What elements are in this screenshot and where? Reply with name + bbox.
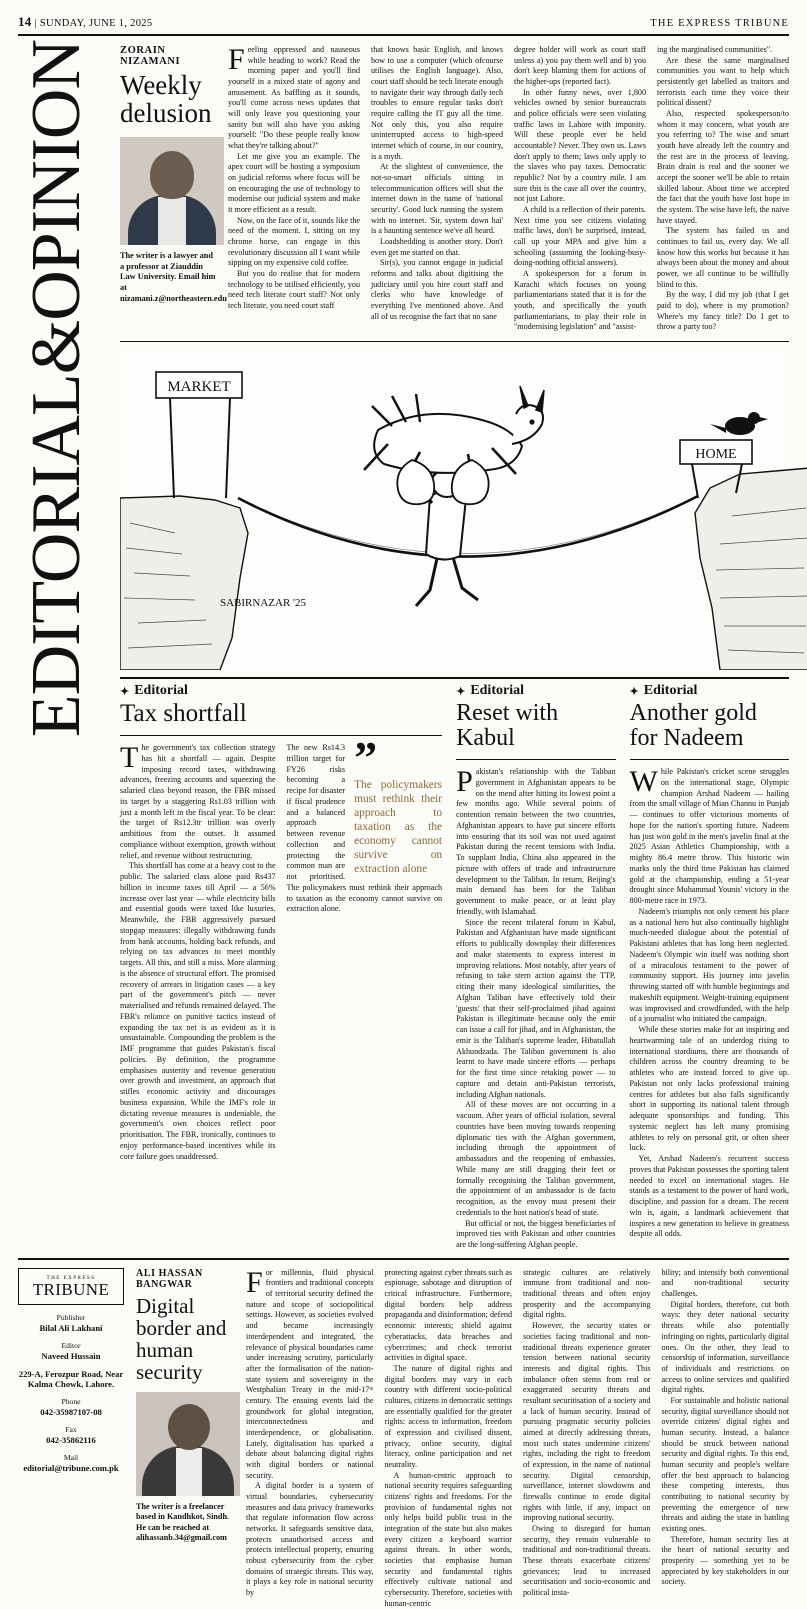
bottom-section [18,1265,789,1609]
imprint-address: 229-A, Ferozpur Road, Near Kalma Chowk, Lahore. [18,1368,124,1389]
top-opinion-col-3 [514,45,646,333]
dropcap-t: T [120,741,139,775]
paragraph: A child is a reflection of their parents. Next time you see citizens violating traffic laws, don't be surprised, instead, call up your MPA and give him a schooling (assuming the looking-busy-doing-nothing official answers). [514,205,646,268]
paragraph: The nature of digital rights and digital borders may vary in each country with different socio-political cultures, citizens in democratic settings are essentially qualified for the greater rights: access to information, freedom of expression and civilised dissent, privacy, online security, digital literacy, online participation and net neutrality. [384,1363,512,1469]
author-photo [120,137,224,245]
paragraph: Now, on the face of it, sounds like the need of the moment. I, sitting on my chrome horse, can engage in this revolutionary discussion all I want while sipping on my expensive cold coffee. [228,215,360,268]
editorial-headline: Tax shortfall [120,700,247,728]
publication-name: THE EXPRESS TRIBUNE [650,18,789,29]
paragraph: Owing to disregard for human security, they remain vulnerable to traditional and non-traditional threats. These threats exacerbate citizens' grievances; lead to increased securitisation and socio-economic and political insta- [523,1523,651,1597]
paragraph: degree holder will work as court staff unless a) you pay them well and b) you don't keep blaming them for actions of the higher-ups (reported fact). [514,45,646,87]
paragraph: Loadshedding is another story. Don't even get me started on that. [371,237,503,257]
editorial-bullet-icon: ✦ [629,685,639,698]
editorial-cartoon [18,348,789,670]
paragraph: bility; and intensify both conventional and non-traditional security challenges. [661,1267,789,1299]
editorial-headline: Reset with Kabul [456,700,559,752]
top-opinion-col-1 [228,45,360,333]
dropcap-f: F [228,43,245,76]
paragraph: Digital borders, therefore, cut both ways: they deter national security threats while also potentially infringing on rights, particularly digital ones. On the other, they lead to censorship of information, surveillance of individuals and restrictions on access to online services and qualified digital rights. [661,1299,789,1395]
divider [120,677,789,679]
pull-quote [354,732,443,876]
tribune-logo [18,1268,124,1305]
divider [120,735,442,736]
masthead [18,14,789,36]
masthead-left [18,14,152,30]
dropcap-f: F [246,1265,263,1299]
paragraph: Are these the same marginalised communities you want to help which persistently get labelled as traitors and terrorists each time they voice their political dissent? [657,55,789,108]
imprint-label: Publisher [56,1312,86,1322]
pull-quote-text: The policymakers must rethink their approach to taxation as the economy cannot survive on extraction alone [354,779,443,875]
editorial-bullet-icon: ✦ [120,685,130,698]
bottom-opinion-col-2 [385,1268,513,1609]
paragraph: hile Pakistan's cricket scene struggles on the international stage, Olympic champion Arshad Nadeem — hailing from the small village of Mian Channu in Punjab — continues to offer victorious moments of hope for the nation's sporting future. Nadeem has just won gold in the men's javelin final at the 2025 Asian Athletics Championship, with a mighty 86.4 metre throw. This historic win marks only the third time Pakistan has claimed gold at the championship, ending a 51-year drought since Muhammad Younis' victory in the 800-metre race in 1973. [629,767,789,906]
logo-top-text: THE EXPRESS [46,1274,96,1281]
section-title [0,40,116,1130]
donkey [364,386,544,488]
imprint-value: Bilal Ali Lakhani [39,1322,103,1333]
divider [120,341,789,342]
paragraph: The system has failed us and continues to fail us, every day. We all know how this works but because it has always been about the money and about power, we all continue to be willfully blind to this. [657,226,789,289]
editorial-tax-shortfall [120,683,442,1251]
paragraph: A digital border is a system of virtual boundaries, cybersecurity measures and data privacy frameworks that regulate information flow across networks. It safeguards sensitive data, protects unauthorised access and protects intellectual property, ensuring robust cybersecurity from the cyber domains of strategic threats. This way, it plays a key role in national security by [246,1481,374,1597]
divider [456,759,615,760]
page-number: 14 [18,14,32,29]
imprint-label: Editor [61,1340,81,1350]
paragraph: eeling oppressed and nauseous while heading to work? Read the morning paper and you'll find yourself in a mixed state of agony and amusement. As baffling as it sounds, you'll come across news updates that will only leave you questioning your sanity but will also have you asking yourself: "Do these people really know what they're talking about?" [228,45,360,151]
top-opinion-col-2 [371,45,503,333]
bottom-opinion-author-note: The writer is a freelancer based in Kandhkot, Sindh. He can be reached at alihassanb.34@gmail.com [136,1501,230,1543]
paragraph: All of these moves are not occurring in a vacuum. After years of official isolation, several countries have been moving towards reopening diplomatic ties with the Afghan government, including through the appointment of ambassadors and the reopening of embassies. While many are still dragging their feet or formally recognising the Taliban government, the appointment of an ambassador is de facto recognition, as the envoy must present their credentials to the host nation's head of state. [456,1100,616,1217]
paragraph: Nadeem's triumphs not only cement his place as a national hero but also continually highlight much-needed dialogue about the potential of Pakistani athletes that has long been neglected. Nadeem's Olympic win itself was nothing short of a miraculous testament to the power of community support. His journey into javelin throwing started off with humble beginnings and makeshift equipment. Weight-training equipment was improvised and crowdfunded, with the help of a journalist who initiated the campaign. [629,906,789,1024]
editorial-kicker-label: Editorial [134,683,188,699]
editorial-col-2 [286,732,443,1162]
paragraph: he government's tax collection strategy has hit a shortfall — again. Despite imposing record taxes, withdrawing advances, freezing accounts and squeezing the salaried class beyond reason, the FBR missed its target by a staggering Rs1.03 trillion with just a month left in the fiscal year. To be clear: the target of Rs12.3tr trillion was overly ambitious from the outset. It assumed compliance without exemption, growth without relief, and revenue without restructuring. [120,743,276,860]
editorial-reset-with-kabul [456,683,615,1251]
imprint-label: Mail [63,1452,79,1462]
divider [18,1258,789,1260]
section-title-text: EDITORIAL&OPINION [18,40,95,738]
issue-date: SUNDAY, JUNE 1, 2025 [39,18,153,29]
paragraph: akistan's relationship with the Taliban government in Afghanistan appears to be on the mend after hitting its lowest point a few months ago. While several points of contention remain between the two countries, Afghanistan appears to have put sincere efforts into ensuring that its soil was not used against Pakistan during the recent tensions with India. To supplant India, China also appeared in the picture with offers of trade and infrastructure development to the Taliban. In return, Beijing's main demand has been for the Taliban government to make peace, or at least play friendly, with Islamabad. [456,767,616,916]
top-opinion-body [228,45,789,333]
imprint-entry [18,1453,124,1473]
paragraph: or millennia, fluid physical frontiers and traditional concepts of territorial security defined the nature and scope of sociopolitical settings. However, as societies evolved and became increasingly interdependent and integrated, the relevance of physical boundaries came under increasing scrutiny, particularly after the formalisation of the nation-state system and sovereignty in the Westphalian Treaty in the mid-17ᵗʰ century. The ensuing events laid the groundwork for global integration, interconnectedness and interdependence, or globalisation. Lately, digitalisation has sparked a debate about balancing digital rights with digital borders or national security. [246,1267,374,1480]
top-opinion-col-4 [657,45,789,333]
editorial-bullet-icon: ✦ [456,685,466,698]
editorial-kicker [630,683,789,699]
editorial-col-1 [120,743,276,1162]
editorials-section [18,683,789,1251]
masthead-separator: | [34,18,37,29]
bottom-opinion-byline: ALI HASSAN BANGWAR [136,1267,203,1290]
top-opinion-title: Weekly delusion [120,70,212,128]
dropcap-p: P [456,765,473,799]
paragraph: The new Rs14.3 trillion target for FY26 risks becoming a recipe for disaster if fiscal prudence and a balanced approach between revenue collection and protecting the common man are not prioritised. The policymakers must rethink their approach to taxation as the economy cannot survive on extraction alone. [286,743,443,914]
bird [710,412,768,435]
cartoon-signature: SABIRNAZAR '25 [220,597,307,610]
paragraph: Let me give you an example. The apex court will be hosting a symposium on judicial reforms where focus will be on encouraging the use of technology to modernise our judicial system and make it more efficient as a result. [228,151,360,215]
editorial-kicker [120,683,442,699]
editorial-body [630,767,789,1240]
paragraph: At the slightest of convenience, the not-so-smart officials sitting in telecommunication offices will shut the internet down in the name of 'national security'. Good luck running the system with no internet. 'Sir, system down hai' is a haunting sentence we've all heard. [371,162,503,236]
imprint-entry [18,1341,124,1361]
paragraph: A spokesperson for a forum in Karachi which focuses on young parliamentarians stated that it is for the youth, and specifically the youth parliamentarians, to play their role in "modernising legislation" and "assist- [514,269,646,332]
editorial-headline: Another gold for Nadeem [629,700,757,752]
paragraph: This shortfall has come at a heavy cost to the public. The salaried class alone paid Rs437 billion in income taxes till April — a 56% increase over last year — while electricity bills and essential goods were taxed like luxuries. Meanwhile, the FBR aggressively pursued stopgap measures: illegally withdrawing funds from bank accounts, holding back refunds, and relying on tax advances to meet monthly targets. All this, and still a miss. More alarming is the absence of structural effort. The promised recovery of arrears in litigation cases — a key part of the government's pitch — never materialised and refunds remained delayed. The FBR's reliance on punitive tactics instead of expanding the tax net is as evident as it is unsustainable. Compounding the problem is the IMF programme that guides Pakistan's fiscal policies. By definition, the programme emphasises austerity and revenue generation over growth and investment, an approach that stifles economic activity and discourages business expansion. While the IMF's role in dictating revenue measures is undeniable, the government's own choices reflect poor prioritisation. The FBR, ironically, continues to enjoy performance-based incentives while its core failure goes unaddressed. [120,861,276,1161]
paragraph: Also, respected spokesperson/to whom it may concern, what youth are you referring to? The wise and smart youth have already left the country and the rest are in the process of leaving. Brain drain is real and the sooner we accept the sooner we'll be able to retain skilled labour. About time we accepted the fact that the youth have lost hope in the system. The wise have left, the naive have stayed. [657,109,789,225]
paragraph: Sir(s), you cannot engage in judicial reforms and talks about digitising the judiciary until you hire court staff and clerks who have knowledge of everything I've mentioned above. And all of us recognise the fact that no sane [371,258,503,321]
imprint-value: Naveed Hussain [41,1350,101,1361]
bottom-opinion-title: Digital border and human security [136,1293,227,1384]
top-opinion-author-column [120,45,228,333]
imprint-value: 042-35987107-08 [40,1406,102,1417]
paragraph: While these stories make for an inspiring and heartwarming tale of an underdog rising to international stardiums, there are thousands of children across the country dreaming to be athletes who are instead forced to give up. Pakistan not only lacks professional training centres for athletes but also falls significantly short in supporting its national talent through adequate sponsorships and funding. This systemic neglect has left many promising athletes to rely on personal grit, or often sheer luck. [629,1025,789,1153]
imprint-label: Fax [65,1424,77,1434]
paragraph: For sustainable and holistic national security, digital surveillance should not override citizens' digital rights and human security. Instead, a balance should be struck between national security and digital rights. To this end, human security and people's welfare offer the best approach to balancing these competing interests, thus contributing to national security by preventing the emergence of new threats and aiding the state in battling existing ones. [661,1395,789,1533]
paragraph: Yet, Arshad Nadeem's recurrent success proves that Pakistan possesses the sporting talent needed to excel on international stages. He stands as a testament to the power of hard work, discipline, and passion for a dream. The recent win is, again, a landmark achievement that inspires a new generation to believe in greatness despite all odds. [629,1154,789,1239]
paragraph: But you do realise that for modern technology to be utilised efficiently, you need tech literate court staff? Not only tech literate, you need court staff [228,269,360,311]
dropcap-w: W [629,765,658,799]
paragraph: However, the security states or societies facing traditional and non-traditional threats experience greater tension between national security interests and digital rights. This imbalance often stems from real or exaggerated security threats and resultant securitisation of a society and a lack of human security. Instead of pursuing pragmatic security policies aimed at directly addressing threats, most such states undermine citizens' rights, including the right to freedom of expression, in the name of national security. Digital censorship, surveillance, internet slowdowns and firewalls continue to erode digital rights with little, if any, impact on improving national security. [523,1321,651,1523]
imprint-box [18,1268,136,1609]
paragraph: Since the recent trilateral forum in Kabul, Pakistan and Afghanistan have made significant efforts to publically downplay their differences and make statements to express interest in improving relations. Most notably, after years of refusing to take stern action against the TTP, citing their many ideological similarities, the Afghan Taliban have effectively told their 'guests' that their self-proclaimed jihad against Pakistan is illegitimate because only the emir can issue a call for jihad, and in Afghanistan, the emir is the Taliban's supreme leader, Hibatullah Akhundzada. The Taliban government is also learnt to have made sincere efforts — perhaps for the first time since retaking power — to capture and detain anti-Pakistan terrorists, including Afghan nationals. [456,917,616,1099]
bottom-author-photo [136,1392,240,1496]
quote-icon: ” [354,732,378,784]
paragraph: But official or not, the biggest beneficiaries of improved ties with Pakistan and other countries are the long-suffering Afghan people. [456,1218,616,1250]
imprint-value: 042-35862116 [46,1434,96,1445]
top-opinion-article [18,45,789,333]
imprint-email[interactable]: editorial@tribune.com.pk [23,1462,119,1473]
logo-main-text: TRIBUNE [32,1279,110,1299]
bottom-opinion-col-4 [662,1268,790,1609]
paragraph: By the way, I did my job (that I get paid to do), where is my promotion? Where's my fancy title? Do I get to throw a party too? [657,290,789,332]
top-opinion-byline: ZORAIN NIZAMANI [120,45,181,67]
bottom-opinion-body [246,1265,789,1609]
market-sign [156,372,242,498]
bottom-opinion-author-column [136,1268,246,1609]
imprint-entry [18,1425,124,1445]
editorial-another-gold-for-nadeem [630,683,789,1251]
svg-text:HOME: HOME [695,447,737,463]
divider [630,759,789,760]
editorial-kicker [456,683,615,699]
editorial-kicker-label: Editorial [643,683,698,699]
paragraph: that knows basic English, and knows how to use a computer (which ofcourse utilises the English language). Also, court staff should be tech literate enough to navigate their way through daily tech troubles to ensure regular tasks don't require calling the IT guy all the time. Not only this, you also require uninterrupted access to high-speed internet which of course, in our country, is a myth. [371,45,504,161]
editorial-body [456,767,615,1251]
top-opinion-author-note: The writer is a lawyer and a professor at Ziauddin Law University. Email him at nizamani.z@northeastern.edu [120,251,227,303]
bottom-opinion-col-1 [246,1265,374,1609]
paragraph: protecting against cyber threats such as espionage, sabotage and disruption of critical infrastructure. Furthermore, digital borders help address propaganda and disinformation; defend economic interests; shield against cyberattacks, data breaches and cybercrimes; and check terrorist activities in digital space. [384,1267,512,1363]
paragraph: In other funny news, over 1,800 vehicles owned by senior bureaucrats and police officials were seen violating traffic laws in Lahore with impunity. Will these people ever be held accountable? Never. They own us. Laws don't apply to them; laws only apply to the slaves who pay taxes. Democratic republic? Not by a country mile. I am sure this is the case all over the country, not just Lahore. [514,87,646,204]
paragraph: strategic cultures are relatively immune from traditional and non-traditional threats and often enjoy prosperity and the accompanying digital rights. [523,1267,651,1320]
imprint-entry [18,1397,124,1417]
paragraph: A human-centric approach to national security requires safeguarding citizens' rights and freedoms. For the provision of fundamental rights not only helps build public trust in the integration of the state but also makes every citizen a keyboard warrior against threats. In other words, societies that emphasise human security and fundamental rights effectively cultivate national and cybersecurity. Therefore, societies with human-centric [384,1470,512,1608]
svg-text:MARKET: MARKET [167,379,231,396]
imprint-entry [18,1313,124,1333]
imprint-label: Phone [61,1396,81,1406]
imprint-entry [18,1369,124,1389]
editorial-kicker-label: Editorial [470,683,524,699]
bottom-opinion-col-3 [523,1268,651,1609]
paragraph: Therefore, human security lies at the heart of national security and prosperity — something yet to be appreciated by key stakeholders in our society. [661,1534,789,1587]
cartoon-illustration [120,348,807,670]
paragraph: ing the marginalised communities". [657,45,773,54]
